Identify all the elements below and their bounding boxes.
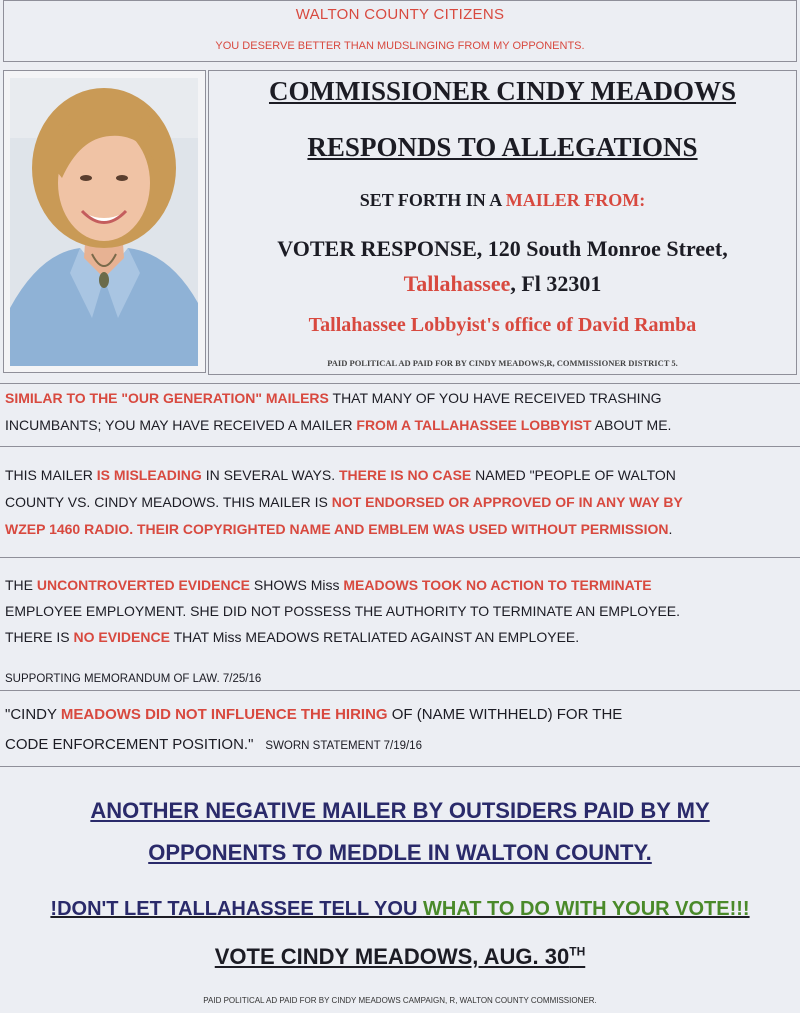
p2-text-3: NAMED "PEOPLE OF WALTON [471,467,676,483]
p2-text-1: THIS MAILER [5,467,97,483]
p2-text-2: IN SEVERAL WAYS. [201,467,339,483]
p2-period: . [668,521,673,537]
city-zip: , Fl 32301 [510,271,602,296]
p2-misleading: IS MISLEADING [96,467,202,483]
candidate-photo [10,78,198,366]
p2-wzep: WZEP 1460 RADIO. THEIR COPYRIGHTED NAME AND EMBLEM WAS USED WITHOUT PERMISSION [5,521,669,537]
divider-1 [0,383,800,384]
p3-line-1 [5,577,652,593]
p1-text-1: THAT MANY OF YOU HAVE RECEIVED TRASHING [328,390,662,406]
mailer-from-text: MAILER FROM: [505,190,646,210]
p1-lobbyist: FROM A TALLAHASSEE LOBBYIST [356,417,592,433]
p1-text-2: INCUMBANTS; YOU MAY HAVE RECEIVED A MAILER [5,417,357,433]
p3-no-evidence: NO EVIDENCE [73,629,170,645]
p2-line-3 [5,521,672,537]
banner-line-2: YOU DESERVE BETTER THAN MUDSLINGING FROM MY OPPONENTS. [215,40,585,52]
lobbyist-line: Tallahassee Lobbyist's office of David Ramba [308,314,697,336]
vote-sup: TH [569,944,586,959]
p4-text-3: CODE ENFORCEMENT POSITION." [5,736,254,753]
p3-text-4: THAT Miss MEADOWS RETALIATED AGAINST AN EMPLOYEE. [169,629,580,645]
divider-4 [0,690,800,691]
dont-let-text: !DON'T LET TALLAHASSEE TELL YOU [50,898,423,920]
p2-no-case: THERE IS NO CASE [339,467,472,483]
p4-line-2 [5,736,422,753]
p1-line-1 [5,390,662,406]
p4-text-1: "CINDY [5,706,61,723]
p4-text-2: OF (NAME WITHHELD) FOR THE [387,706,623,723]
divider-3 [0,557,800,558]
p4-sworn: SWORN STATEMENT 7/19/16 [265,740,422,752]
p2-text-4: COUNTY VS. CINDY MEADOWS. THIS MAILER IS [5,494,332,510]
negative-line-2: OPPONENTS TO MEDDLE IN WALTON COUNTY. [148,840,652,865]
banner-line-1: WALTON COUNTY CITIZENS [295,6,505,23]
p1-our-generation: SIMILAR TO THE "OUR GENERATION" MAILERS [5,390,329,406]
divider-5 [0,766,800,767]
p3-line-3 [5,629,579,645]
p1-line-2 [5,417,671,433]
p4-line-1 [5,706,622,723]
city-name: Tallahassee [403,271,511,296]
negative-line-1: ANOTHER NEGATIVE MAILER BY OUTSIDERS PAID BY MY [90,798,710,823]
p3-text-2: SHOWS Miss [250,577,344,593]
divider-2 [0,446,800,447]
set-forth-line [210,190,795,211]
vote-text: VOTE CINDY MEADOWS, AUG. 30 [214,944,570,969]
p3-no-action: MEADOWS TOOK NO ACTION TO TERMINATE [343,577,652,593]
p3-line-2: EMPLOYEE EMPLOYMENT. SHE DID NOT POSSESS THE AUTHORITY TO TERMINATE AN EMPLOYEE. [5,603,681,619]
header-paid-notice: PAID POLITICAL AD PAID FOR BY CINDY MEADOWS,R, COMMISSIONER DISTRICT 5. [327,358,678,368]
p2-line-2 [5,494,683,510]
dont-let-line [0,898,800,921]
voter-response-line [210,236,795,262]
footer-paid-notice: PAID POLITICAL AD PAID FOR BY CINDY MEADOWS CAMPAIGN, R, WALTON COUNTY COMMISSIONER. [203,996,597,1005]
p3-text-3: THERE IS [5,629,74,645]
title-line-1: COMMISSIONER CINDY MEADOWS [268,76,737,106]
voter-response-address: , 120 South Monroe Street, [476,236,728,261]
p2-line-1 [5,467,676,483]
title-line-2: RESPONDS TO ALLEGATIONS [307,132,698,162]
p2-not-endorsed: NOT ENDORSED OR APPROVED OF IN ANY WAY BY [331,494,683,510]
p4-did-not-influence: MEADOWS DID NOT INFLUENCE THE HIRING [60,706,388,723]
vote-line [0,944,800,970]
what-to-do-text: WHAT TO DO WITH YOUR VOTE!!! [422,898,750,920]
p3-memo: SUPPORTING MEMORANDUM OF LAW. 7/25/16 [5,673,262,685]
p3-text-1: THE [5,577,37,593]
p3-uncontroverted: UNCONTROVERTED EVIDENCE [36,577,251,593]
set-forth-text: SET FORTH IN A [359,190,506,210]
city-line [210,271,795,297]
p1-text-3: ABOUT ME. [591,417,672,433]
voter-response-name: VOTER RESPONSE [277,236,477,261]
